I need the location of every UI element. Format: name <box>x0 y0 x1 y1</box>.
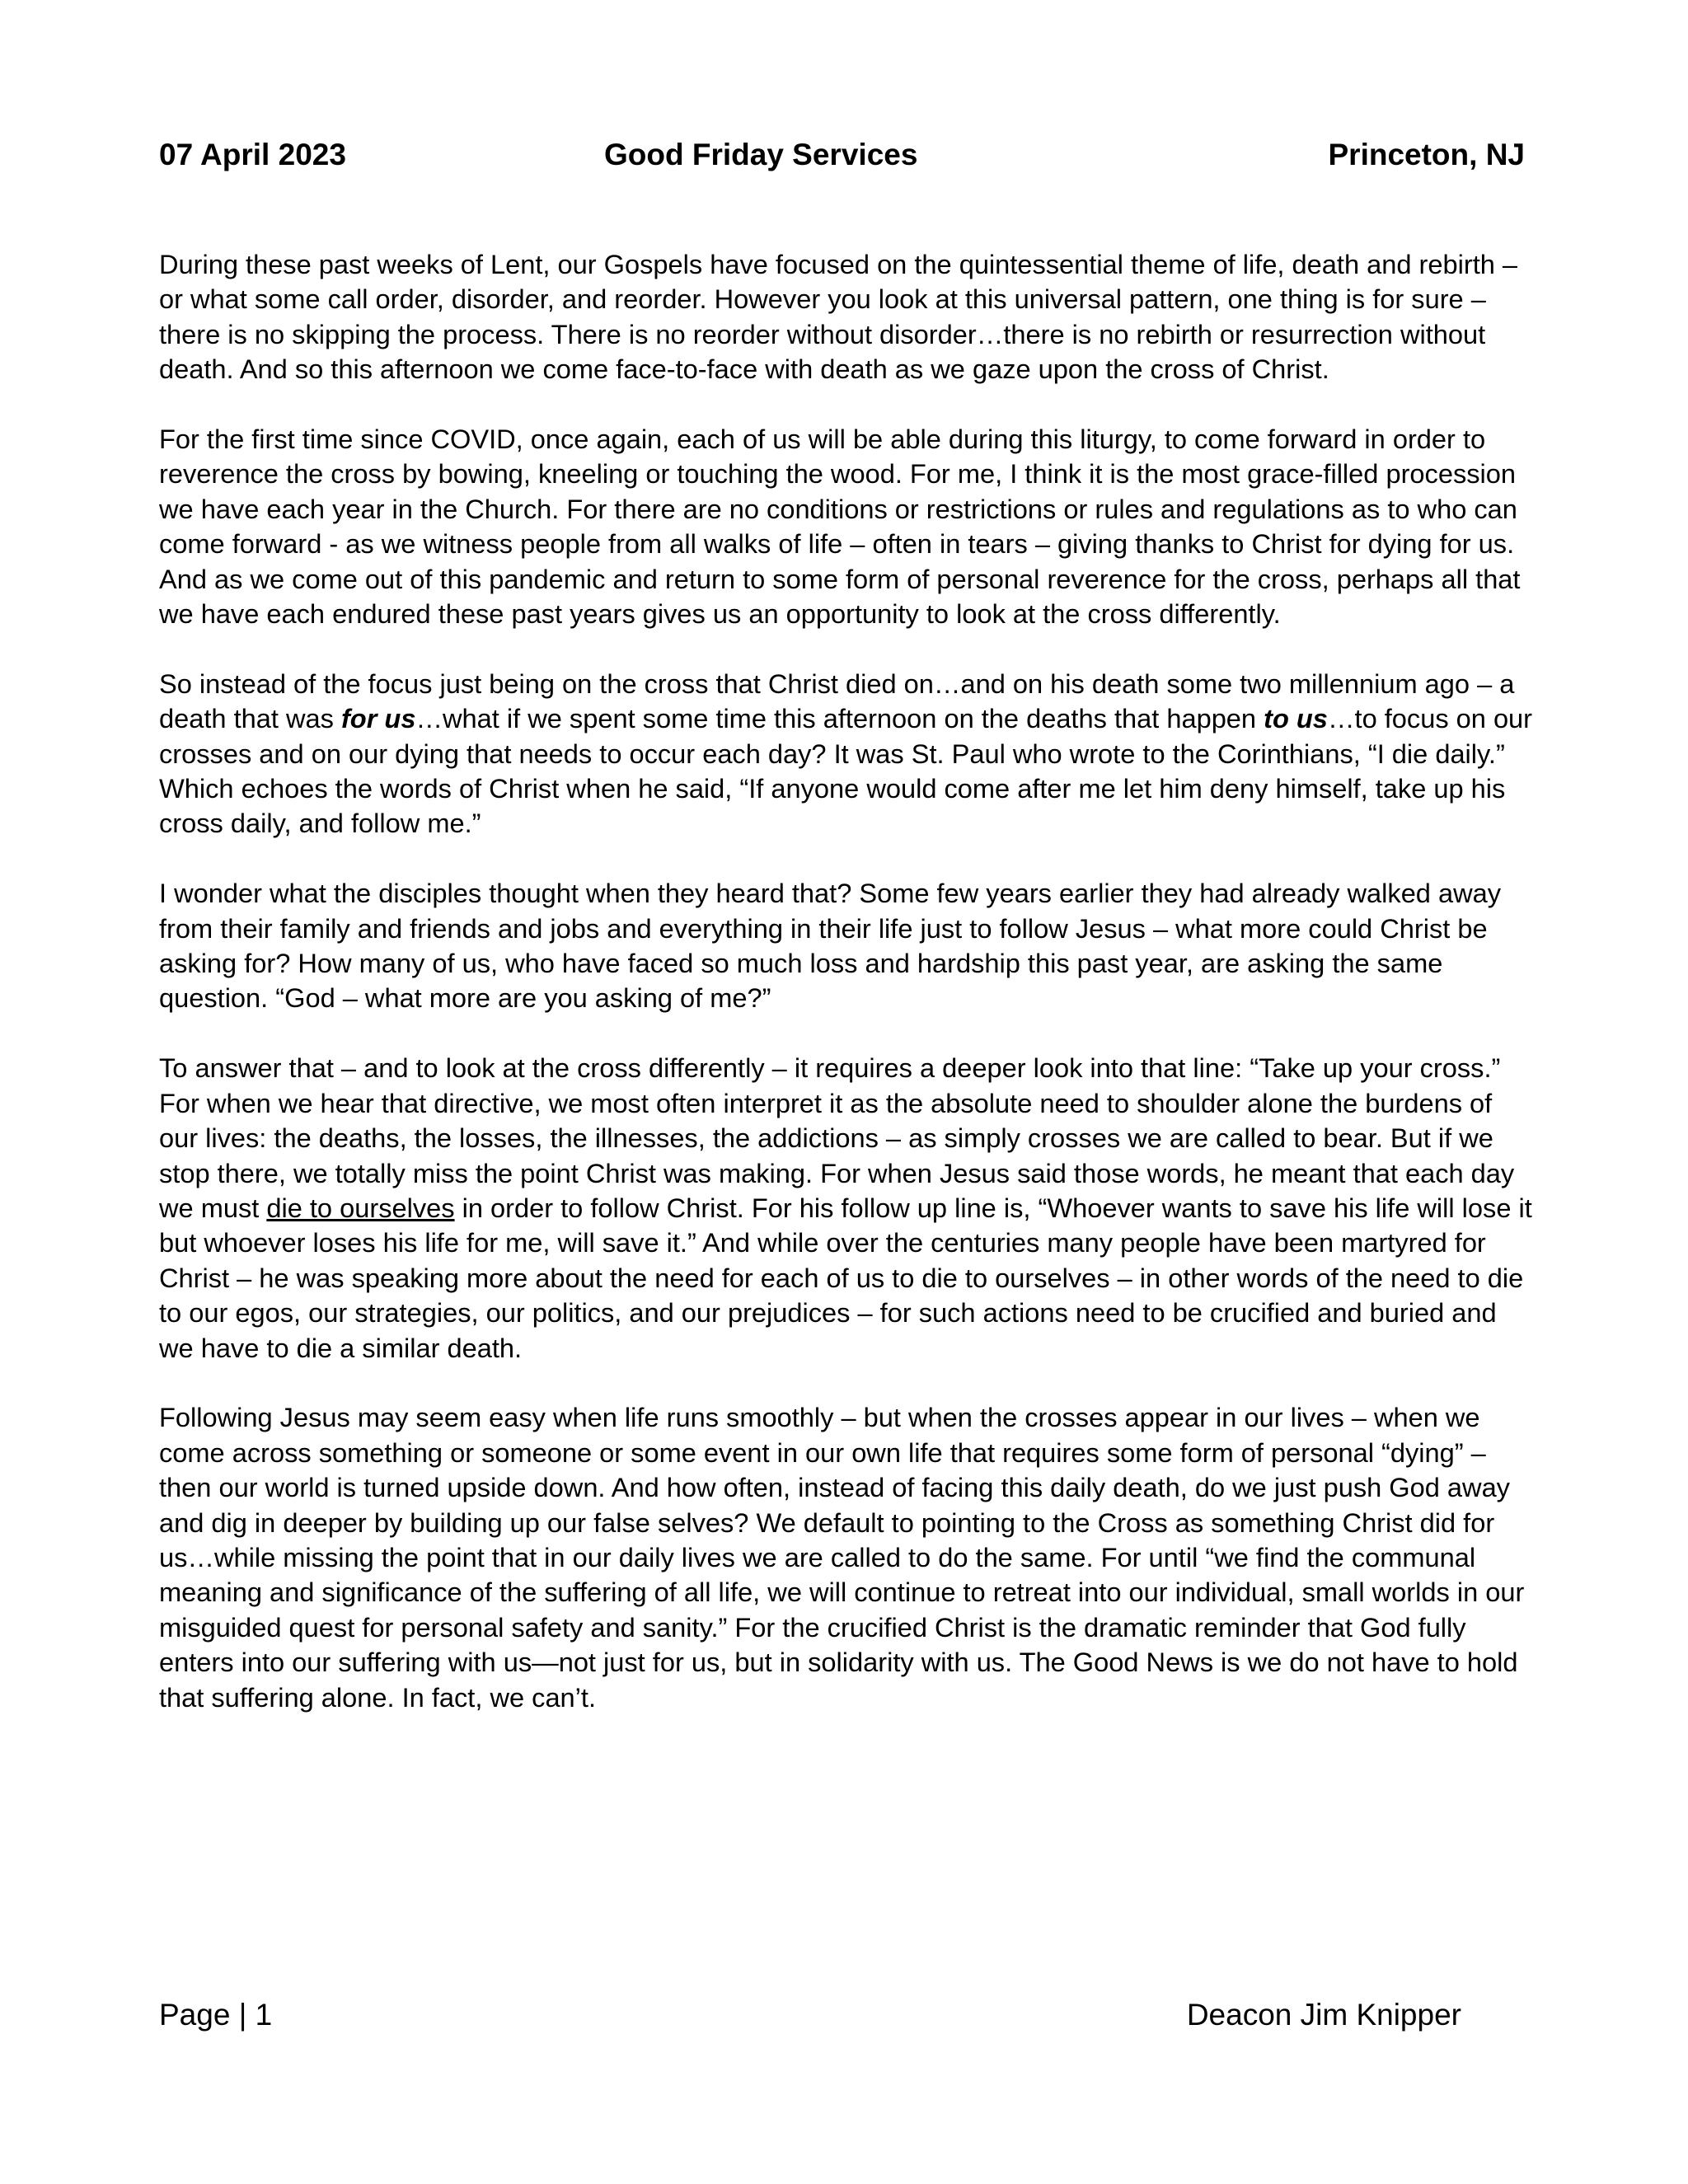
paragraph-5 <box>159 1051 1536 1366</box>
paragraph-1: During these past weeks of Lent, our Gospels have focused on the quintessential theme of life, death and rebirth – or what some call order, disorder, and reorder. However you look at this universal pattern, one thing is for sure – there is no skipping the process. There is no reorder without disorder…there is no rebirth or resurrection without death. And so this afternoon we come face-to-face with death as we gaze upon the cross of Christ. <box>159 249 1518 385</box>
paragraph-3 <box>159 667 1536 841</box>
underlined-die-to-ourselves: die to ourselves <box>266 1192 455 1223</box>
paragraph-3-text-a: So instead of the focus just being on the cross that Christ died on…and on his death some two millennium ago – a death that was <box>159 668 1515 734</box>
paragraph-6: Following Jesus may seem easy when life runs smoothly – but when the crosses appear in our lives – when we come across something or someone or some event in our own life that requires some form of personal “dying” – then our world is turned upside down. And how often, instead of facing this daily death, do we just push God away and dig in deeper by building up our false selves? We default to pointing to the Cross as something Christ did for us…while missing the point that in our daily lives we are called to do the same. For until “we find the communal meaning and significance of the suffering of all life, we will continue to retreat into our individual, small worlds in our misguided quest for personal safety and sanity.” For the crucified Christ is the dramatic reminder that God fully enters into our suffering with us—not just for us, but in solidarity with us. The Good News is we do not have to hold that suffering alone. In fact, we can’t. <box>159 1402 1525 1713</box>
paragraph-2: For the first time since COVID, once again, each of us will be able during this liturgy, to come forward in order to reverence the cross by bowing, kneeling or touching the wood. For me, I think it is the most grace-filled procession we have each year in the Church. For there are no conditions or restrictions or rules and regulations as to who can come forward - as we witness people from all walks of life – often in tears – giving thanks to Christ for dying for us. And as we come out of this pandemic and return to some form of personal reverence for the cross, perhaps all that we have each endured these past years gives us an opportunity to look at the cross differently. <box>159 424 1521 630</box>
header-location: Princeton, NJ <box>1328 138 1525 171</box>
page-header <box>159 134 1525 176</box>
emphasis-to-us: to us <box>1264 703 1328 734</box>
paragraph-3-text-e: …to focus on our crosses and on our dying that needs to occur each day? It was St. Paul who wrote to the Corinthians, “I die daily.” Which echoes the words of Christ when he said, “If anyone would come after me let him deny himself, take up his cross daily, and follow me.” <box>159 703 1533 839</box>
emphasis-for-us: for us <box>340 703 416 734</box>
footer-author: Deacon Jim Knipper <box>1186 1998 1461 2032</box>
header-date: 07 April 2023 <box>159 138 346 171</box>
paragraph-5-text-a: To answer that – and to look at the cross differently – it requires a deeper look into that line: “Take up your cross.” For when we hear that directive, we most often interpret it as the absolute need to shoulder alone the burdens of our lives: the deaths, the losses, the illnesses, the addictions – as simply crosses we are called to bear. But if we stop there, we totally miss the point Christ was making. For when Jesus said those words, he meant that each day we must <box>159 1052 1515 1223</box>
paragraph-4: I wonder what the disciples thought when they heard that? Some few years earlier they had already walked away from their family and friends and jobs and everything in their life just to follow Jesus – what more could Christ be asking for? How many of us, who have faced so much loss and hardship this past year, are asking the same question. “God – what more are you asking of me?” <box>159 878 1502 1014</box>
paragraph-5-text-c: in order to follow Christ. For his follow up line is, “Whoever wants to save his life will lose it but whoever loses his life for me, will save it.” And while over the centuries many people have been martyred for Christ – he was speaking more about the need for each of us to die to ourselves – in other words of the need to die to our egos, our strategies, our politics, and our prejudices – for such actions need to be crucified and buried and we have to die a similar death. <box>159 1192 1532 1363</box>
paragraph-3-text-c: …what if we spent some time this afternoon on the deaths that happen <box>415 703 1264 734</box>
homily-body <box>159 247 1536 1750</box>
footer-page-number: Page | 1 <box>159 1998 273 2032</box>
page-footer <box>159 1994 1461 2036</box>
header-title: Good Friday Services <box>604 138 918 171</box>
